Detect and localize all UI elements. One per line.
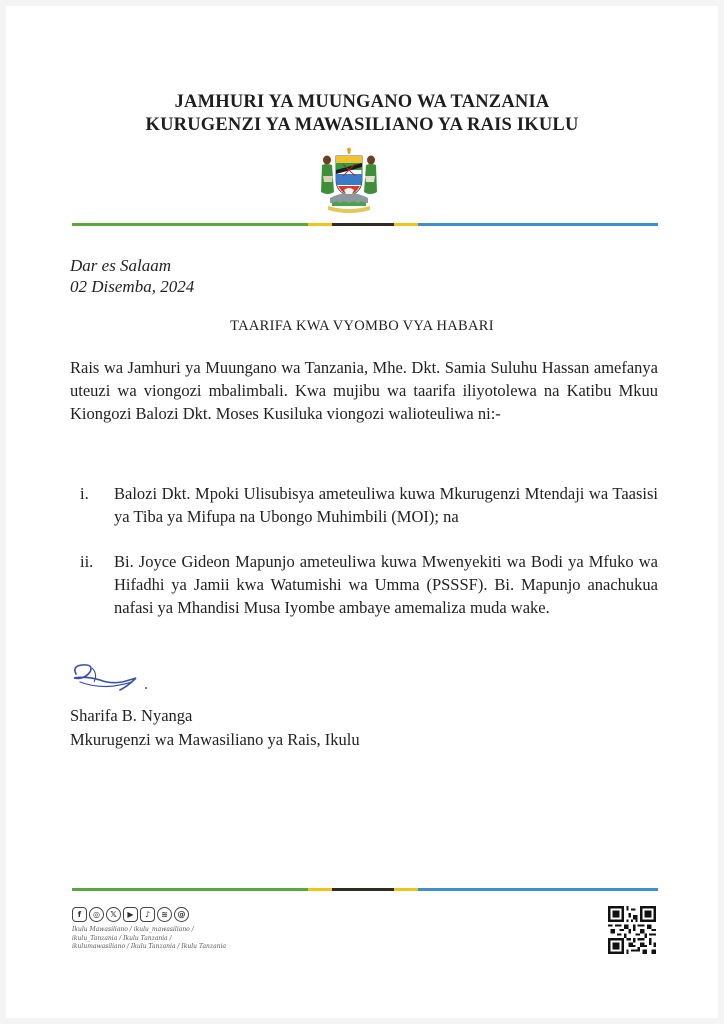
handwritten-signature	[70, 660, 154, 696]
stripe-blue	[418, 888, 658, 891]
stripe-black	[332, 223, 394, 226]
threads-icon[interactable]: @	[174, 907, 189, 922]
list-text: Balozi Dkt. Mpoki Ulisubisya ameteuliwa kuwa Mkurugenzi Mtendaji wa Taasisi ya Tiba ya Mifupa na Ubongo Muhimbili (MOI); na	[114, 484, 658, 526]
stripe-blue	[418, 223, 658, 226]
qr-code-icon[interactable]	[608, 906, 656, 954]
stripe-green	[72, 223, 308, 226]
stripe-yellow-right	[394, 888, 418, 891]
facebook-icon[interactable]: f	[72, 907, 87, 922]
list-text: Bi. Joyce Gideon Mapunjo ameteuliwa kuwa Mwenyekiti wa Bodi ya Mfuko wa Hifadhi ya Jamii kwa Watumishi wa Umma (PSSSF). Bi. Mapunjo anachukua nafasi ya Mhandisi Musa Iyombe ambaye amemaliza muda wake.	[114, 552, 658, 617]
signatory-title: Mkurugenzi wa Mawasiliano ya Rais, Ikulu	[70, 730, 360, 749]
dateline-date: 02 Disemba, 2024	[70, 277, 195, 296]
stripe-black	[332, 888, 394, 891]
list-number: ii.	[80, 552, 94, 571]
stripe-yellow-left	[308, 223, 332, 226]
header-line-1: JAMHURI YA MUUNGANO WA TANZANIA	[174, 92, 550, 112]
spotify-icon[interactable]: ≋	[157, 907, 172, 922]
stripe-yellow-left	[308, 888, 332, 891]
stripe-yellow-right	[394, 223, 418, 226]
tiktok-icon[interactable]: ♪	[140, 907, 155, 922]
document-subject: TAARIFA KWA VYOMBO VYA HABARI	[230, 318, 494, 334]
youtube-icon[interactable]: ▶	[123, 907, 138, 922]
social-media-icons	[72, 907, 189, 922]
handles-line-1: Ikulu Mawasiliano / ikulu_mawasiliano /	[72, 926, 194, 933]
list-number: i.	[80, 484, 89, 503]
stripe-green	[72, 888, 308, 891]
instagram-icon[interactable]: ◎	[89, 907, 104, 922]
dateline-place: Dar es Salaam	[70, 256, 172, 275]
footer-tricolor-stripe	[72, 888, 658, 891]
x-icon[interactable]: 𝕏	[106, 907, 121, 922]
signatory-name: Sharifa B. Nyanga	[70, 706, 193, 725]
body-paragraph: Rais wa Jamhuri ya Muungano wa Tanzania, Mhe. Dkt. Samia Suluhu Hassan amefanya uteuzi wa viongozi mbalimbali. Kwa mujibu wa taarifa iliyotolewa na Katibu Mkuu Kiongozi Balozi Dkt. Moses Kusiluka viongozi walioteuliwa ni:-	[70, 358, 658, 423]
header-line-2: KURUGENZI YA MAWASILIANO YA RAIS IKULU	[145, 115, 579, 135]
social-handles	[72, 926, 272, 952]
handles-line-3: ikulumawasiliano / Ikulu Tanzania / Ikulu Tanzania	[72, 943, 227, 950]
handles-line-2: ikulu_Tanzania / Ikulu Tanzania /	[72, 934, 172, 942]
header-tricolor-stripe	[72, 223, 658, 226]
tanzania-coat-of-arms-icon	[314, 146, 384, 214]
